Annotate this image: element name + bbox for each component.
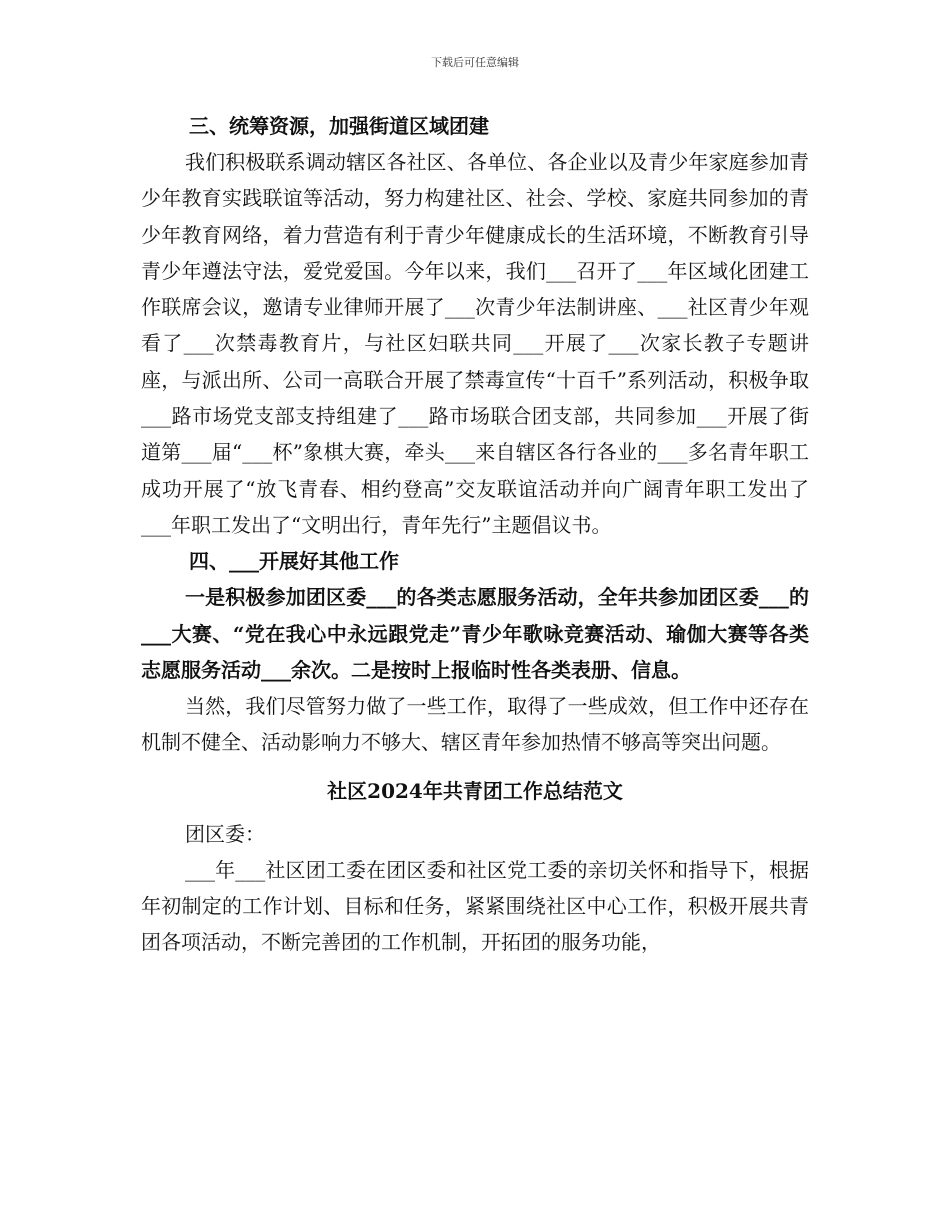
section-4-paragraph: 一是积极参加团区委___的各类志愿服务活动，全年共参加团区委___的___大赛、“党在我心中永远跟党走”青少年歌咏竞赛活动、瑜伽大赛等各类志愿服务活动___余次。二是按时上报临时性各类表册、信息。: [141, 585, 809, 682]
page-header-note: 下载后可任意编辑: [431, 56, 519, 69]
document-body: [141, 108, 809, 961]
section-3-heading: 三、统筹资源，加强街道区域团建: [189, 114, 489, 138]
intro-paragraph: ___年___社区团工委在团区委和社区党工委的亲切关怀和指导下，根据年初制定的工作计划、目标和任务，紧紧围绕社区中心工作，积极开展共青团各项活动，不断完善团的工作机制，开拓团的服务功能，: [141, 857, 809, 955]
document-title: 社区2024年共青团工作总结范文: [327, 778, 623, 803]
section-3-paragraph: 我们积极联系调动辖区各社区、各单位、各企业以及青少年家庭参加青少年教育实践联谊等活动，努力构建社区、社会、学校、家庭共同参加的青少年教育网络，着力营造有利于青少年健康成长的生活环境，不断教育引导青少年遵法守法，爱党爱国。今年以来，我们___召开了___年区域化团建工作联席会议，邀请专业律师开展了___次青少年法制讲座、___社区青少年观看了___次禁毒教育片，与社区妇联共同___开展了___次家长教子专题讲座，与派出所、公司一高联合开展了禁毒宣传“十百千”系列活动，积极争取___路市场党支部支持组建了___路市场联合团支部，共同参加___开展了街道第___届“___杯”象棋大赛，牵头___来自辖区各行各业的___多名青年职工成功开展了“放飞青春、相约登高”交友联谊活动并向广阔青年职工发出了___年职工发出了“文明出行，青年先行”主题倡议书。: [141, 150, 809, 537]
section-4-heading: 四、___开展好其他工作: [189, 549, 399, 574]
salutation: 团区委：: [185, 821, 265, 846]
closing-paragraph: 当然，我们尽管努力做了一些工作，取得了一些成效，但工作中还存在机制不健全、活动影响力不够大、辖区青年参加热情不够高等突出问题。: [141, 694, 809, 755]
